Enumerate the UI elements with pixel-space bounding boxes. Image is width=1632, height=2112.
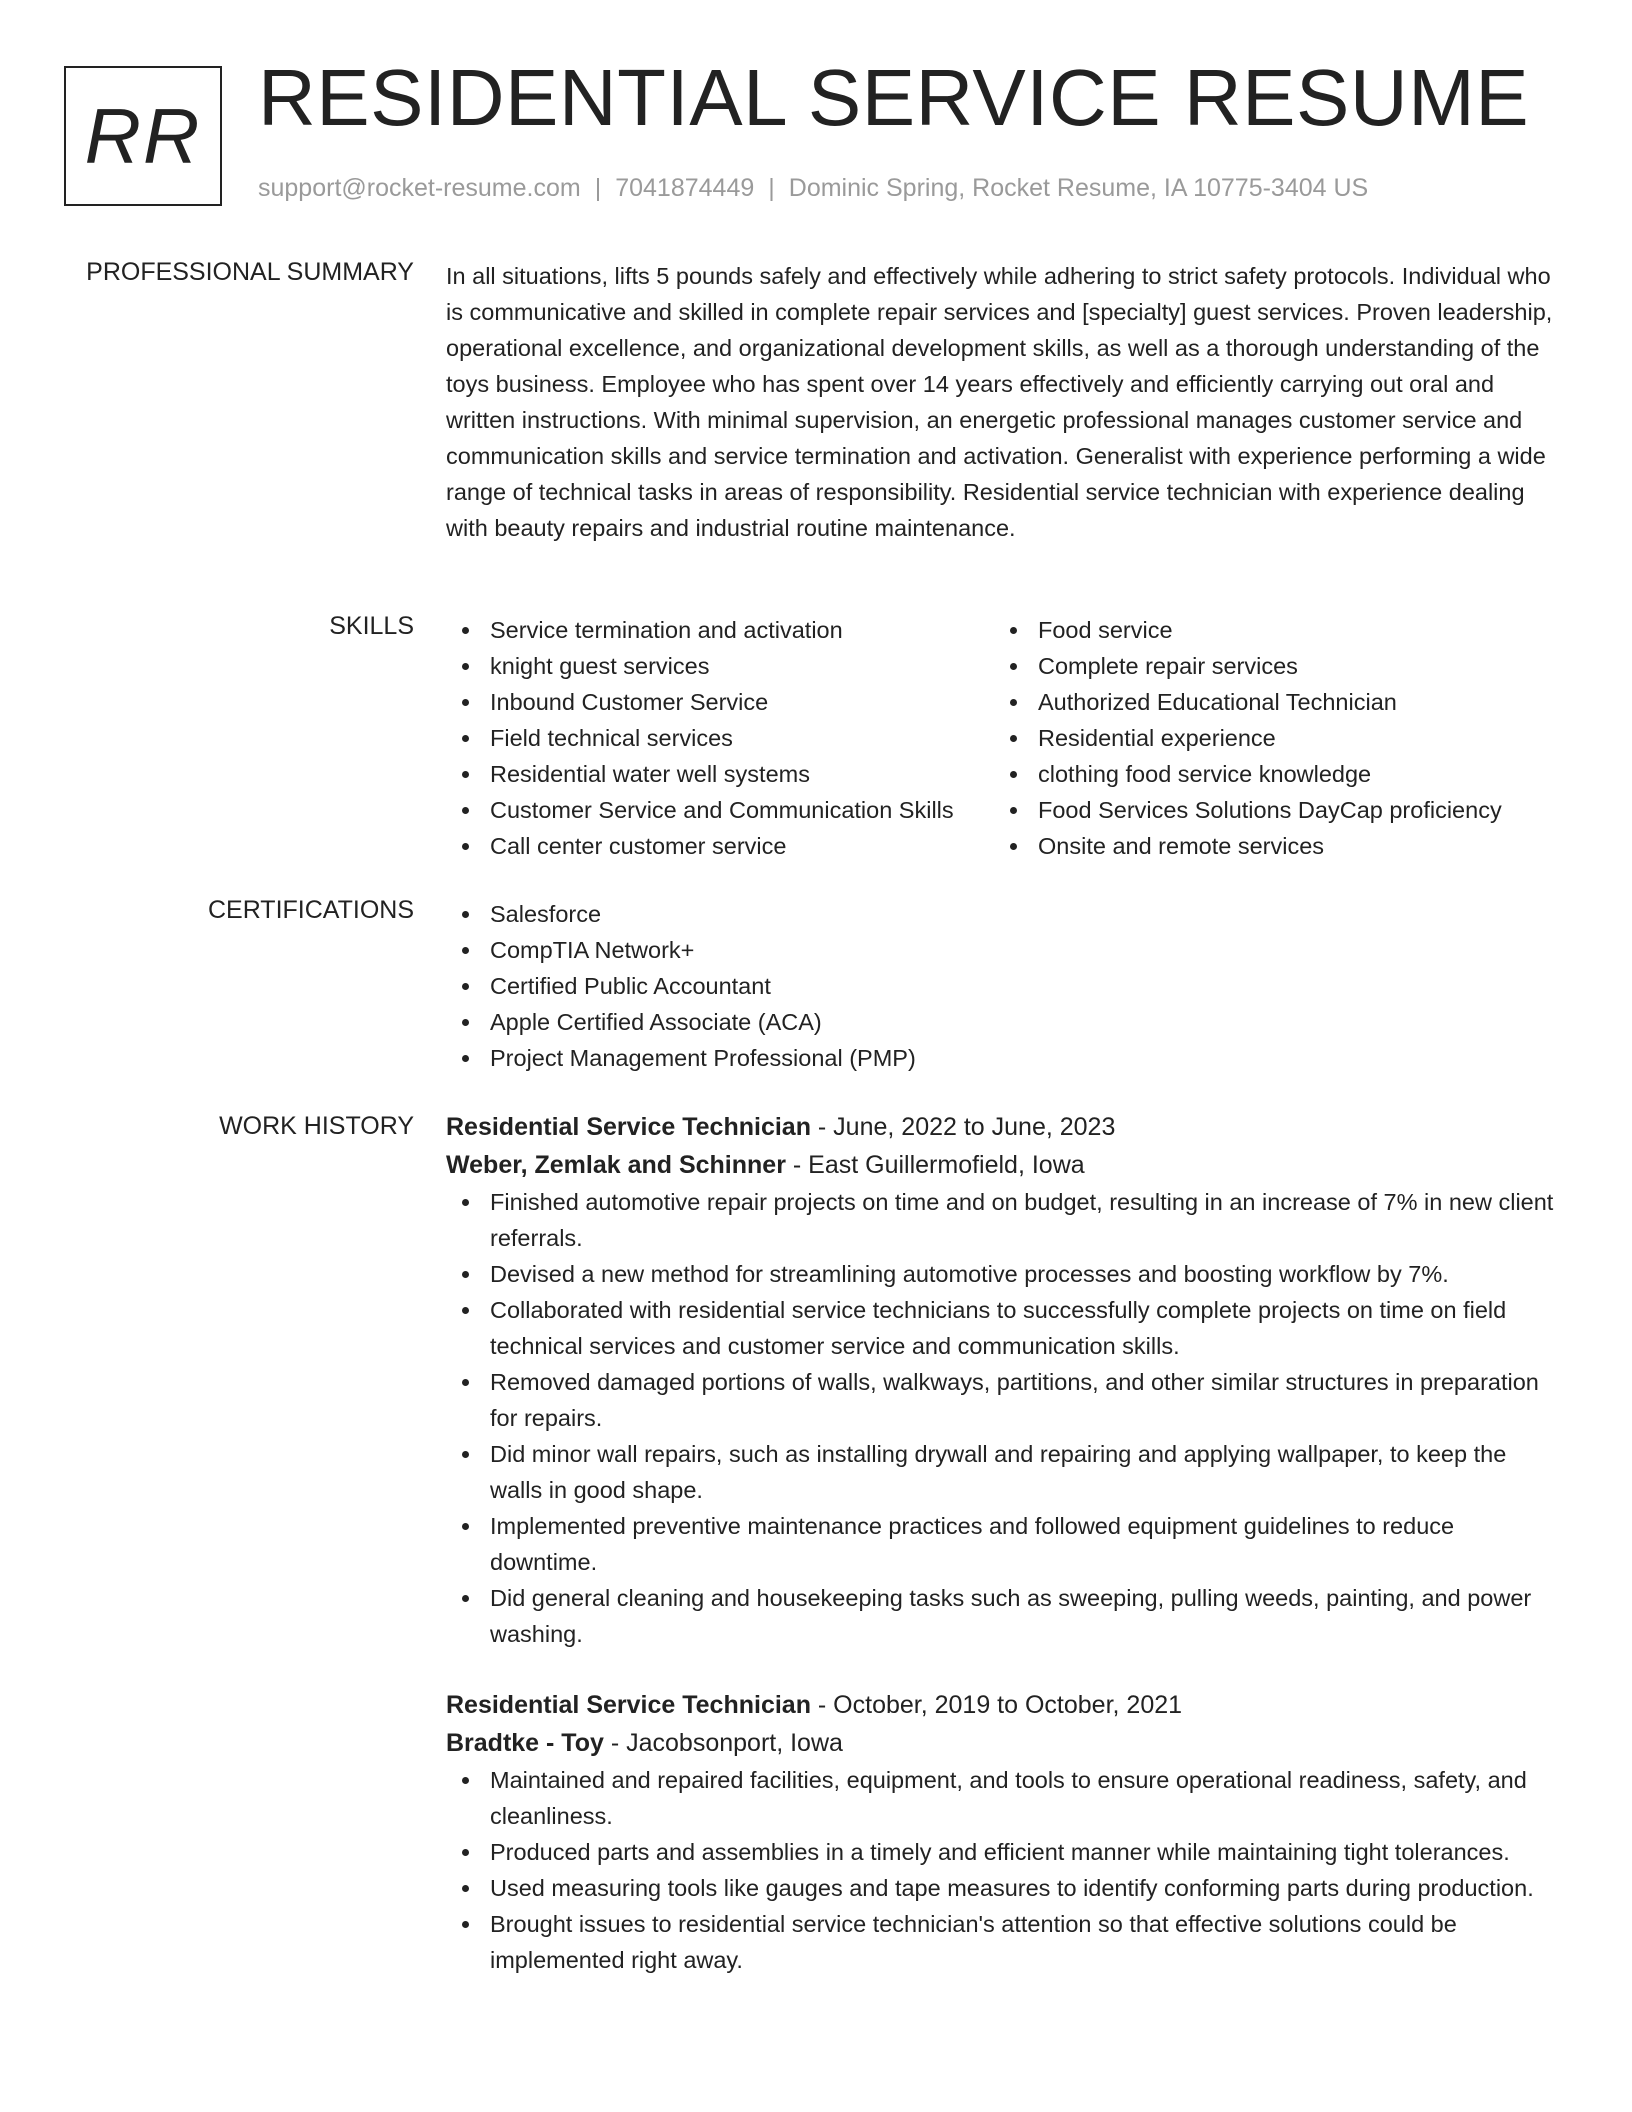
certification-item: Project Management Professional (PMP) (446, 1040, 1560, 1076)
skill-item: Field technical services (446, 720, 994, 756)
job-location: - East Guillermofield, Iowa (785, 1151, 1085, 1179)
skill-item: Onsite and remote services (994, 828, 1542, 864)
job-entry (446, 1686, 1560, 1978)
contact-address: Dominic Spring, Rocket Resume, IA 10775-3404 US (788, 174, 1369, 202)
job-location: - Jacobsonport, Iowa (603, 1729, 843, 1757)
job-bullet: Did general cleaning and housekeeping tasks such as sweeping, pulling weeds, painting, and power washing. (446, 1580, 1560, 1652)
job-bullet: Maintained and repaired facilities, equipment, and tools to ensure operational readiness, safety, and cleanliness. (446, 1762, 1560, 1834)
certifications-body (446, 896, 1560, 1076)
job-company: Bradtke - Toy (446, 1729, 604, 1757)
certifications-heading: CERTIFICATIONS (207, 896, 414, 924)
job-dates: - October, 2019 to October, 2021 (810, 1691, 1183, 1719)
work-history-body (446, 1108, 1560, 1978)
job-bullets (446, 1184, 1560, 1652)
resume-title: RESIDENTIAL SERVICE RESUME (258, 53, 1530, 142)
contact-separator: | (768, 174, 775, 202)
job-title-line (446, 1108, 1560, 1146)
contact-separator: | (594, 174, 602, 202)
job-title: Residential Service Technician (446, 1691, 811, 1719)
certification-item: Apple Certified Associate (ACA) (446, 1004, 1560, 1040)
skills-list-right (994, 612, 1542, 864)
job-bullet: Did minor wall repairs, such as installing drywall and repairing and applying wallpaper, to keep the walls in good shape. (446, 1436, 1560, 1508)
skills-heading: SKILLS (329, 612, 414, 640)
monogram-logo: RR (64, 66, 222, 206)
skill-item: Call center customer service (446, 828, 994, 864)
job-company-line (446, 1724, 1560, 1762)
skill-item: Inbound Customer Service (446, 684, 994, 720)
job-company: Weber, Zemlak and Schinner (446, 1151, 786, 1179)
skill-item: Food service (994, 612, 1542, 648)
skill-item: Authorized Educational Technician (994, 684, 1542, 720)
skill-item: clothing food service knowledge (994, 756, 1542, 792)
certification-item: Certified Public Accountant (446, 968, 1560, 1004)
certification-item: Salesforce (446, 896, 1560, 932)
job-bullet: Devised a new method for streamlining automotive processes and boosting workflow by 7%. (446, 1256, 1560, 1292)
job-title: Residential Service Technician (446, 1113, 811, 1141)
skill-item: Complete repair services (994, 648, 1542, 684)
summary-heading: PROFESSIONAL SUMMARY (86, 258, 414, 286)
job-entry (446, 1108, 1560, 1652)
job-company-line (446, 1146, 1560, 1184)
contact-email[interactable]: support@rocket-resume.com (258, 174, 581, 202)
skill-item: Food Services Solutions DayCap proficiency (994, 792, 1542, 828)
contact-line (258, 174, 1368, 203)
summary-body (446, 258, 1560, 546)
skill-item: Customer Service and Communication Skills (446, 792, 994, 828)
job-dates: - June, 2022 to June, 2023 (810, 1113, 1116, 1141)
job-title-line (446, 1686, 1560, 1724)
job-bullet: Finished automotive repair projects on time and on budget, resulting in an increase of 7% in new client referrals. (446, 1184, 1560, 1256)
job-bullet: Implemented preventive maintenance practices and followed equipment guidelines to reduce downtime. (446, 1508, 1560, 1580)
skill-item: knight guest services (446, 648, 994, 684)
job-bullet: Produced parts and assemblies in a timely and efficient manner while maintaining tight tolerances. (446, 1834, 1560, 1870)
job-bullet: Removed damaged portions of walls, walkways, partitions, and other similar structures in preparation for repairs. (446, 1364, 1560, 1436)
job-bullet: Brought issues to residential service technician's attention so that effective solutions could be implemented right away. (446, 1906, 1560, 1978)
summary-text: In all situations, lifts 5 pounds safely and effectively while adhering to strict safety protocols. Individual who is communicative and skilled in complete repair services and [specialty] guest services. Proven leadership, operational excellence, and organizational development skills, as well as a thorough understanding of the toys business. Employee who has spent over 14 years effectively and efficiently carrying out oral and written instructions. With minimal supervision, an energetic professional manages customer service and communication skills and service termination and activation. Generalist with experience performing a wide range of technical tasks in areas of responsibility. Residential service technician with experience dealing with beauty repairs and industrial routine maintenance. (446, 263, 1553, 541)
skill-item: Residential experience (994, 720, 1542, 756)
work-history-heading: WORK HISTORY (219, 1112, 414, 1140)
job-bullet: Collaborated with residential service technicians to successfully complete projects on time on field technical services and customer service and communication skills. (446, 1292, 1560, 1364)
job-bullet: Used measuring tools like gauges and tape measures to identify conforming parts during production. (446, 1870, 1560, 1906)
skills-list-left (446, 612, 994, 864)
skills-body (446, 612, 1560, 864)
skill-item: Residential water well systems (446, 756, 994, 792)
contact-phone[interactable]: 7041874449 (615, 174, 755, 202)
certifications-list (446, 896, 1560, 1076)
skill-item: Service termination and activation (446, 612, 994, 648)
job-bullets (446, 1762, 1560, 1978)
certification-item: CompTIA Network+ (446, 932, 1560, 968)
